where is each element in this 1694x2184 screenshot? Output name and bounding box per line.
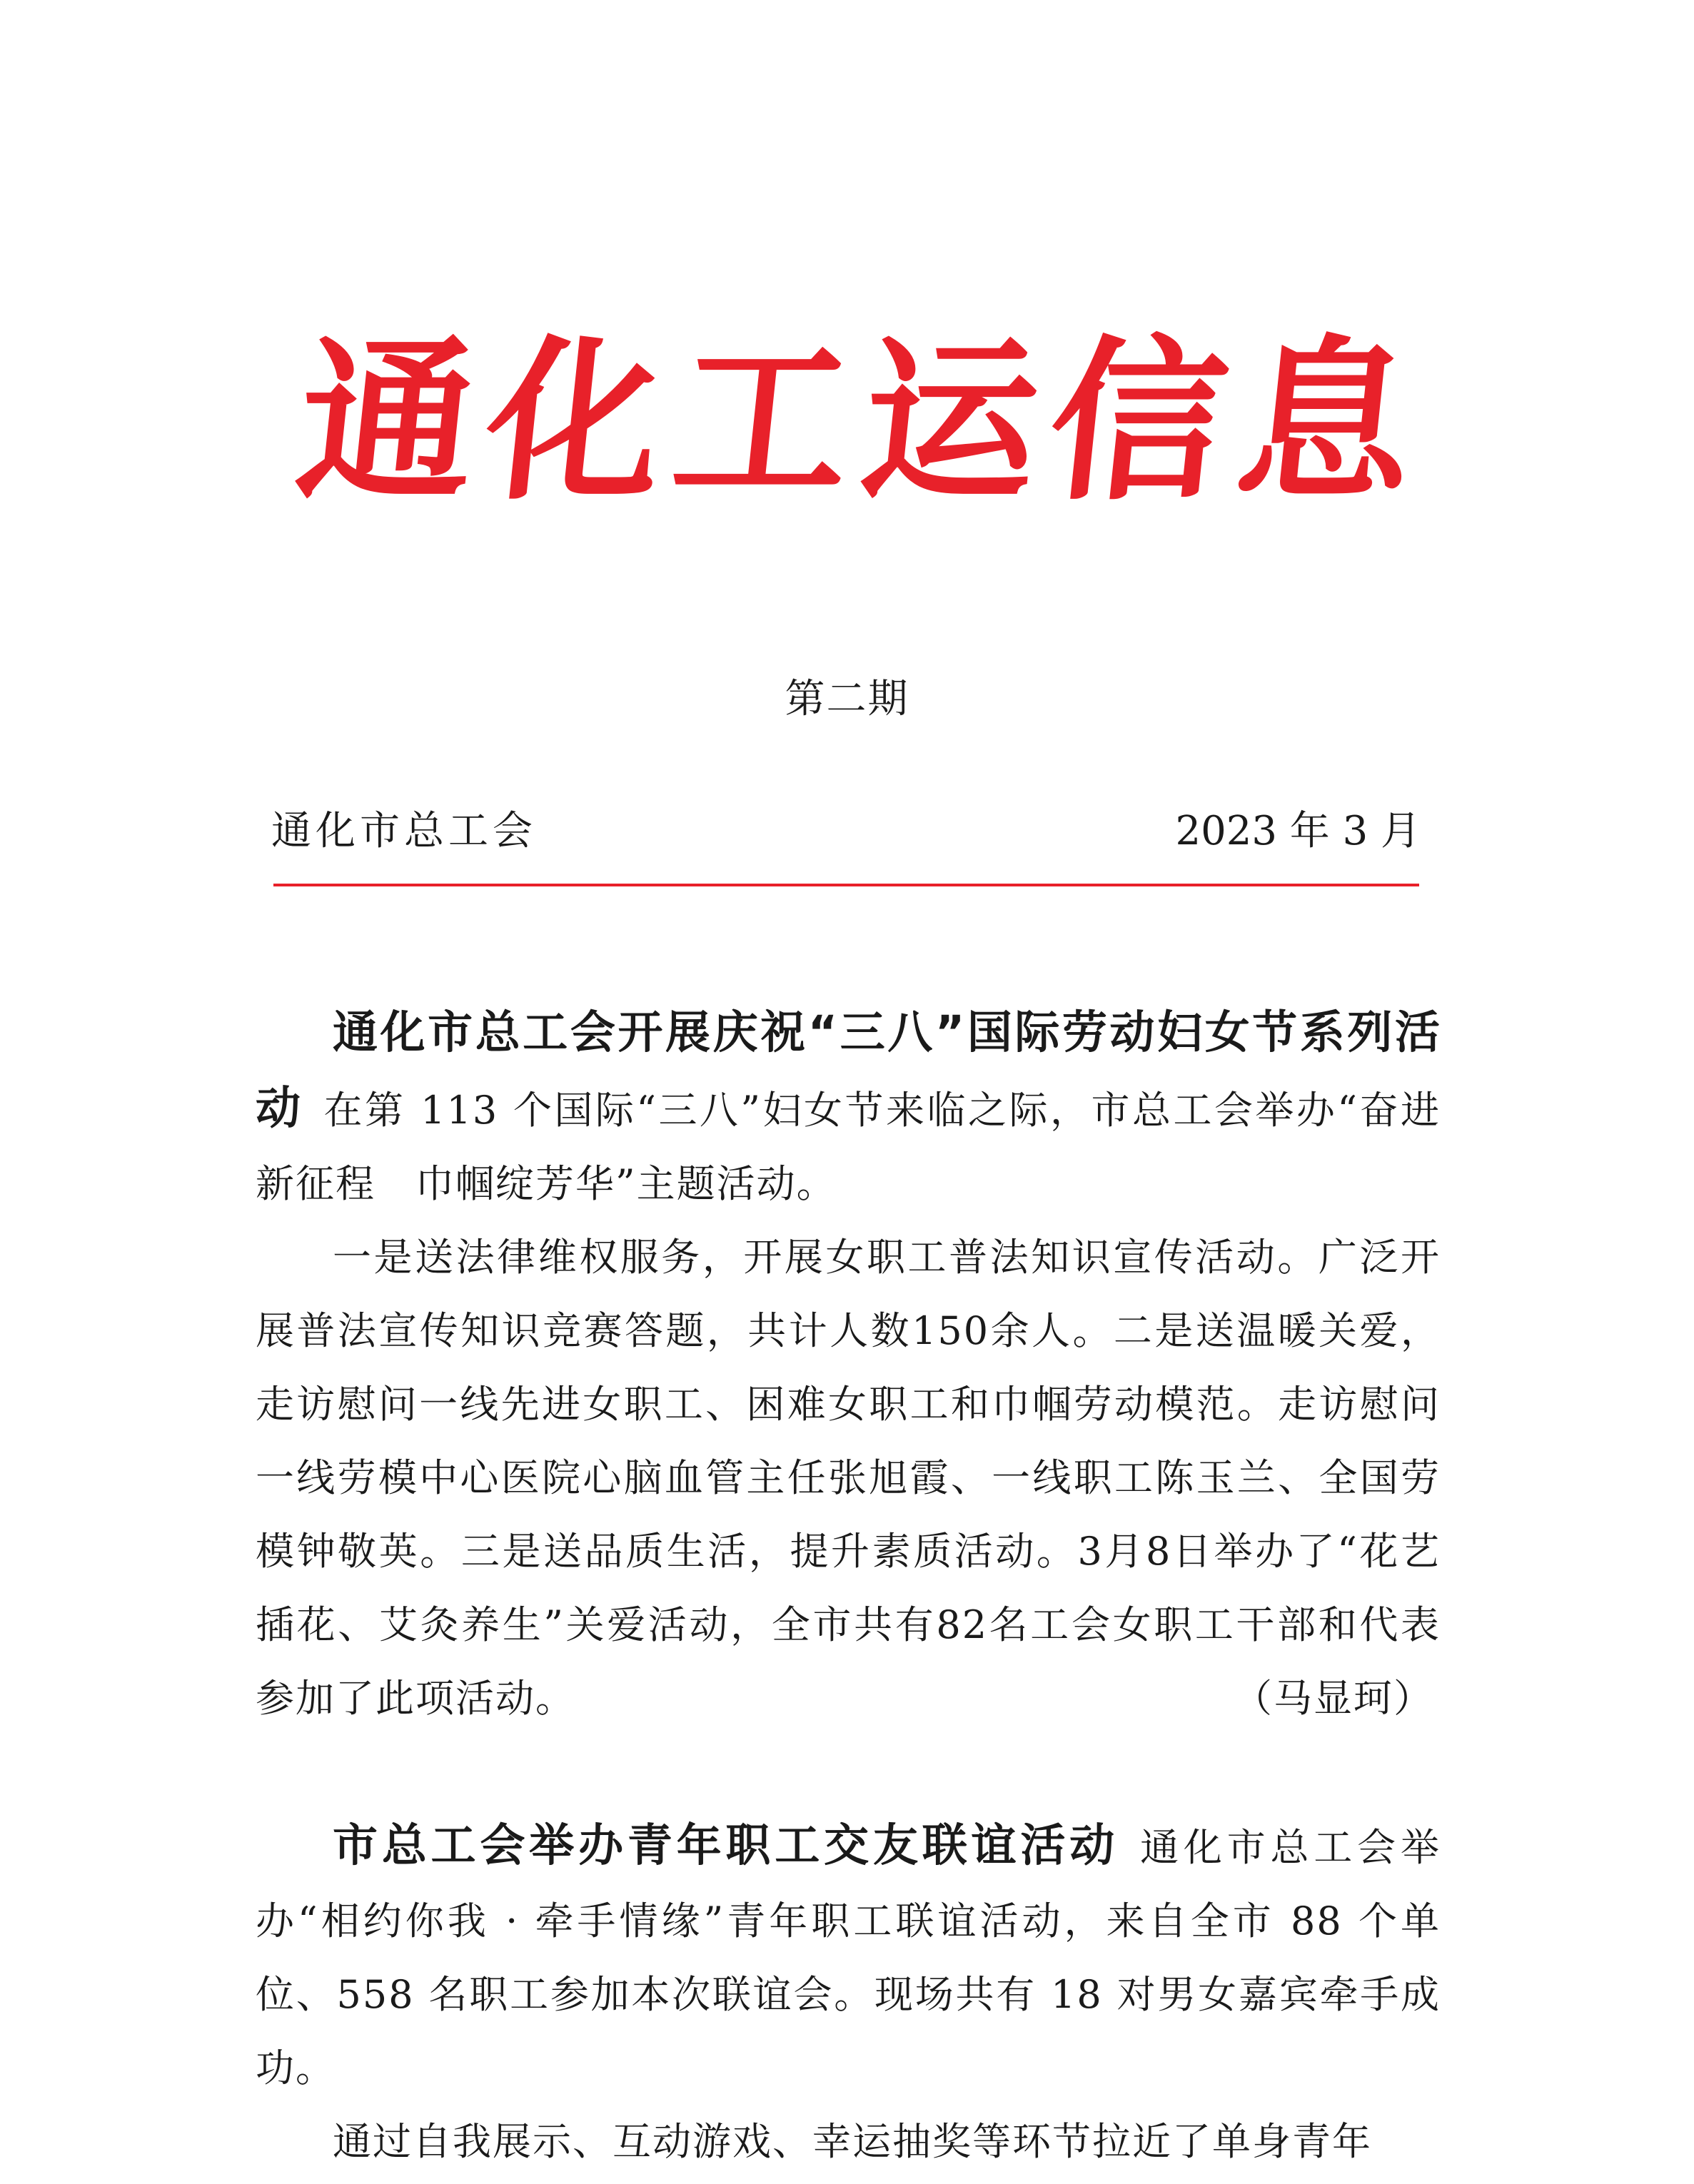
article1-lead: 在第 113 个国际“三八”妇女节来临之际，市总工会举办“奋进新征程 巾帼绽芳华”主题活动。 xyxy=(256,1088,1441,1206)
masthead-title xyxy=(288,307,1425,535)
publication-date: 2023 年 3 月 xyxy=(1175,808,1421,854)
header-divider xyxy=(273,884,1419,886)
issue-number: 第二期 xyxy=(785,676,909,722)
publication-meta xyxy=(271,799,1421,856)
article1-lead-paragraph xyxy=(256,996,1441,1220)
publisher-name: 通化市总工会 xyxy=(271,808,537,854)
article-spacer xyxy=(256,1735,1441,1809)
article1-body-paragraph xyxy=(256,1220,1441,1735)
article1-byline: （马显珂） xyxy=(1234,1676,1433,1721)
masthead-char: 息 xyxy=(1227,318,1425,524)
masthead-char: 工 xyxy=(664,318,862,524)
article-body xyxy=(256,996,1441,2178)
article1-headline: 通化市总工会开展庆祝“三八”国际劳动妇女节系列活动 xyxy=(256,1006,1441,1134)
masthead-char: 通 xyxy=(288,318,486,524)
article2-lead: 通化市总工会举办“相约你我 · 牵手情缘”青年职工联谊活动，来自全市 88 个单位、558 名职工参加本次联谊会。现场共有 18 对男女嘉宾牵手成功。 xyxy=(256,1825,1441,2091)
article1-body: 一是送法律维权服务，开展女职工普法知识宣传活动。广泛开展普法宣传知识竞赛答题，共计人数150余人。二是送温暖关爱，走访慰问一线先进女职工、困难女职工和巾帼劳动模范。走访慰问一线劳模中心医院心脑血管主任张旭霞、一线职工陈玉兰、全国劳模钟敬英。三是送品质生活，提升素质活动。3月8日举办了“花艺插花、艾灸养生”关爱活动，全市共有82名工会女职工干部和代表参加了此项活动。 xyxy=(256,1235,1441,1721)
article2-body-paragraph xyxy=(256,2105,1441,2178)
article2-headline: 市总工会举办青年职工交友联谊活动 xyxy=(333,1819,1119,1871)
masthead-char: 运 xyxy=(852,318,1049,524)
masthead-char: 化 xyxy=(476,318,674,524)
article2-body: 通过自我展示、互动游戏、幸运抽奖等环节拉近了单身青年 xyxy=(333,2119,1372,2164)
article2-lead-paragraph xyxy=(256,1809,1441,2105)
masthead-char: 信 xyxy=(1039,318,1237,524)
